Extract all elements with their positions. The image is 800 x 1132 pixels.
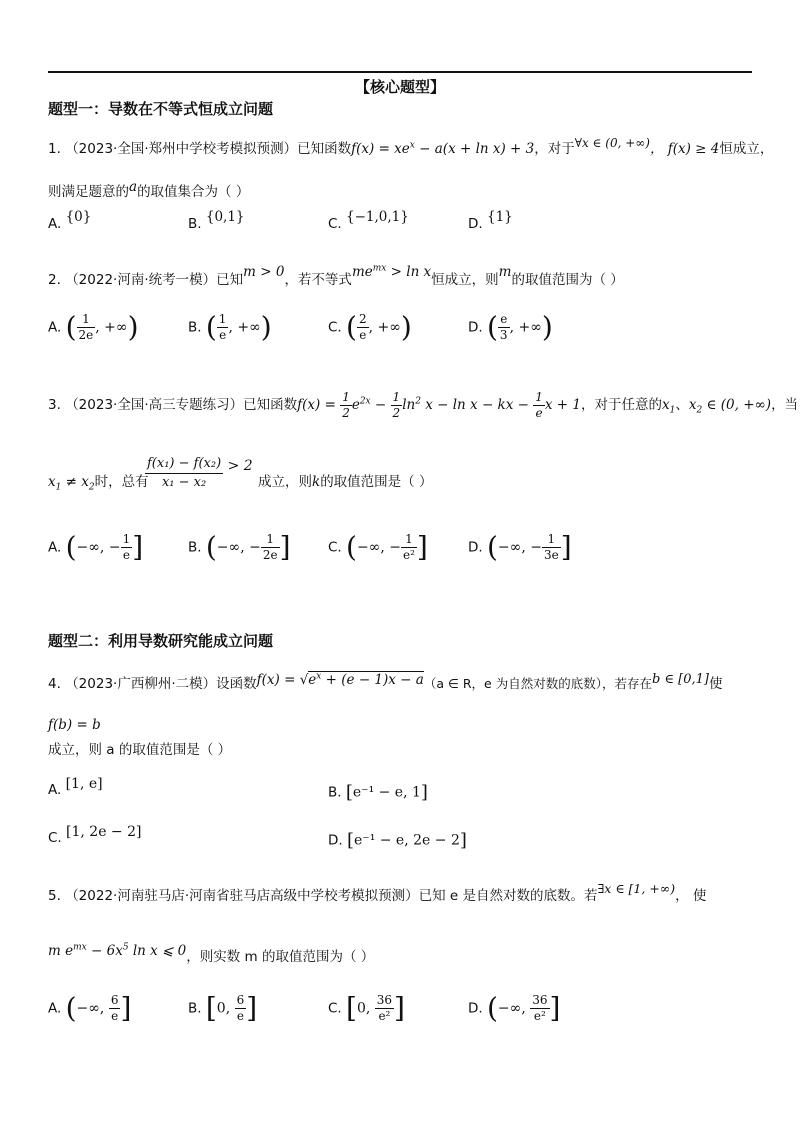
option-a[interactable]: A. {0}: [48, 209, 92, 232]
text: ，对于: [534, 141, 575, 157]
question-2-line-1: [48, 263, 624, 288]
question-4-fb: [48, 717, 101, 733]
text: （a ∈ R，e 为自然对数的底数），若存在: [423, 676, 652, 691]
text: 的取值集合为（ ）: [137, 184, 250, 200]
question-number: 4.: [48, 676, 61, 692]
function-def: $f(x) = √e^x + (e - 1)x - a$: [256, 671, 424, 688]
question-number: 5.: [48, 888, 61, 904]
question-3-line-2b: [258, 470, 432, 490]
page-header: 【核心题型】: [354, 78, 445, 96]
question-3-line-2: [48, 470, 149, 493]
condition: f(b) = b: [48, 717, 101, 733]
text: 、: [675, 397, 689, 413]
condition: $x_1 \ne x_2$: [48, 474, 95, 493]
text: 恒成立，: [719, 141, 774, 157]
question-number: 3.: [48, 397, 61, 413]
text: 恒成立，则: [431, 272, 499, 288]
option-c[interactable]: C. ( $\frac{2}{e}$ , +∞): [328, 310, 412, 344]
option-b[interactable]: B. {0,1}: [188, 209, 245, 232]
option-c[interactable]: C. [1, 2e − 2]: [48, 824, 142, 846]
question-1-line-1: [48, 137, 773, 157]
function-def: f(x) = $\frac{1}{2}$ $e^{2x}$ − $\frac{1}{2}$ $\ln^2 x - \ln x$ − kx − $\frac{1}{e}$ x + 1: [297, 390, 581, 420]
option-d[interactable]: D. (−∞, $\frac{36}{\text{e²}}$ ]: [468, 991, 561, 1025]
option-a[interactable]: A. (−∞, $\frac{6}{e}$ ]: [48, 991, 132, 1025]
section-title: 题型一：导数在不等式恒成立问题: [48, 100, 274, 118]
function-def: $f(x) = xe^x - a(x + \ln x) + 3$: [351, 140, 535, 157]
option-d[interactable]: D. [e⁻¹ − e, 2e − 2]: [328, 830, 467, 851]
option-d[interactable]: D. ( $\frac{e}{3}$ , +∞): [468, 310, 553, 344]
option-c[interactable]: C. [0, $\frac{36}{\text{e²}}$ ]: [328, 991, 405, 1025]
inequality-fraction: $\frac{\text{f(x₁) − f(x₂)}}{\text{x₁ − x₂}}$ > 2: [147, 456, 253, 490]
option-d[interactable]: D. (−∞, − $\frac{1}{3e}$ ]: [468, 530, 572, 564]
text: 成立，则: [258, 474, 312, 490]
text: 的取值范围是（ ）: [320, 474, 433, 490]
text: 成立，则 a 的取值范围是（ ）: [48, 742, 232, 758]
text: ，则实数 m 的取值范围为（ ）: [186, 949, 375, 965]
inequality: m $e^{mx} - 6x^5$ ln x ⩽ 0: [48, 942, 187, 959]
question-source: （2023·广西柳州·二模）设函数: [65, 676, 257, 692]
text: 则满足题意的: [48, 184, 129, 200]
option-c[interactable]: C. (−∞, − $\frac{1}{\text{e²}}$ ]: [328, 530, 428, 564]
section-title: 题型二：利用导数研究能成立问题: [48, 632, 274, 650]
condition: m > 0: [243, 264, 285, 280]
text: 时，总有: [94, 474, 149, 490]
option-a[interactable]: A. [1, e]: [48, 776, 103, 798]
text: ， 使: [675, 888, 707, 904]
question-source: （2022·河南·统考一模）已知: [65, 272, 244, 288]
text: 使: [708, 676, 723, 692]
question-source: （2022·河南驻马店·河南省驻马店高级中学校考模拟预测）已知 e 是自然对数的底数。若: [65, 888, 598, 904]
option-b[interactable]: B. (−∞, − $\frac{1}{2e}$ ]: [188, 530, 291, 564]
variable: a: [129, 179, 138, 195]
text: 的取值范围为（ ）: [511, 272, 624, 288]
question-3-line-1: [48, 390, 798, 421]
question-4-line-1: [48, 672, 722, 692]
option-c[interactable]: C. {−1,0,1}: [328, 209, 409, 232]
text: ，若不等式: [284, 272, 352, 288]
variable: m: [498, 264, 512, 280]
option-b[interactable]: B. [e⁻¹ − e, 1]: [328, 782, 428, 803]
question-number: 2.: [48, 272, 61, 288]
question-4-line-3: [48, 738, 231, 758]
condition: ∃x ∈ [1, +∞): [597, 881, 676, 896]
question-5-line-2: [48, 942, 375, 965]
condition: ∀x ∈ (0, +∞): [574, 136, 650, 150]
question-source: （2023·全国·高三专题练习）已知函数: [65, 397, 298, 413]
condition-2: ， f(x) ≥ 4: [649, 141, 720, 157]
option-a[interactable]: A. ( $\frac{1}{2e}$ , +∞): [48, 310, 139, 344]
question-1-line-2: [48, 180, 249, 200]
option-a[interactable]: A. (−∞, − $\frac{1}{e}$ ]: [48, 530, 144, 564]
variable: $x_2$ ∈ (0, +∞): [688, 397, 772, 416]
text: ，对于任意的: [581, 397, 662, 413]
inequality: $me^{mx} > \ln x$: [351, 263, 432, 280]
variable: k: [312, 474, 321, 490]
question-5-line-1: [48, 881, 707, 904]
variable: $x_1$: [662, 397, 676, 416]
option-b[interactable]: B. [0, $\frac{6}{e}$ ]: [188, 991, 258, 1025]
option-d[interactable]: D. {1}: [468, 209, 513, 232]
text: ，当: [771, 397, 799, 413]
question-source: （2023·全国·郑州中学校考模拟预测）已知函数: [65, 141, 352, 157]
condition: b ∈ [0,1]: [651, 672, 709, 687]
option-b[interactable]: B. ( $\frac{1}{e}$ , +∞): [188, 310, 272, 344]
question-number: 1.: [48, 141, 61, 157]
top-rule: [48, 71, 752, 73]
